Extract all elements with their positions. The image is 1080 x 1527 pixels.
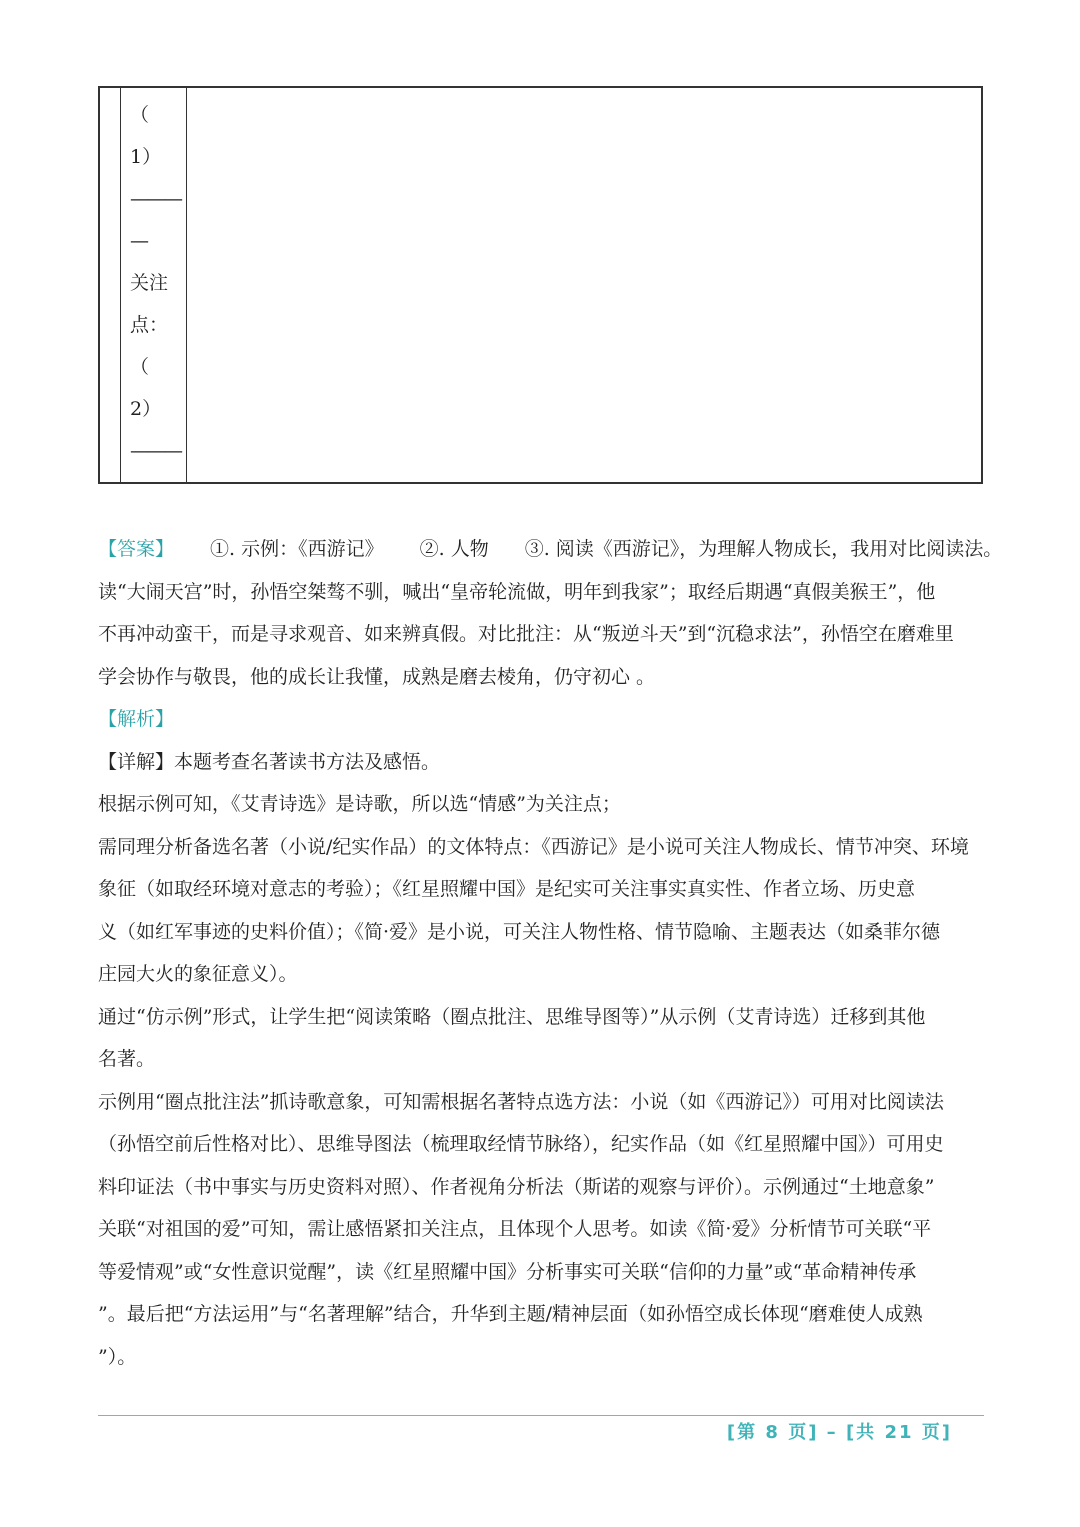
answer-line: 不再冲动蛮干，而是寻求观音、如来辨真假。对比批注：从“叛逆斗天”到“沉稳求法”，孙悟空在磨难里 [98,623,954,645]
analysis-line: ”。最后把“方法运用”与“名著理解”结合，升华到主题/精神层面（如孙悟空成长体现“磨难使人成熟 [98,1303,923,1325]
answer-item-2: ②. 人物 [419,538,489,560]
cell-line: 关注 [130,272,169,294]
analysis-line: 示例用“圈点批注法”抓诗歌意象，可知需根据名著特点选方法：小说（如《西游记》）可用对比阅读法 [98,1090,944,1113]
answer-tag: 【答案】 [98,538,175,560]
cell-line: 1） [130,146,162,168]
cell-line: ——— [130,440,181,462]
cell-line: 2） [130,398,162,420]
cell-line: （ [130,104,150,126]
analysis-line: 象征（如取经环境对意志的考验）；《红星照耀中国》是纪实可关注事实真实性、作者立场、历史意 [98,878,916,900]
analysis-tag: 【解析】 [98,708,175,730]
analysis-line: 通过“仿示例”形式，让学生把“阅读策略（圈点批注、思维导图等）”从示例（艾青诗选）迁移到其他 [98,1005,926,1028]
document-body [98,528,1003,1378]
analysis-line: 等爱情观”或“女性意识觉醒”，读《红星照耀中国》分析事实可关联“信仰的力量”或“革命精神传承 [98,1260,917,1283]
answer-table [98,86,983,484]
analysis-line: （孙悟空前后性格对比）、思维导图法（梳理取经情节脉络），纪实作品（如《红星照耀中国》）可用史 [98,1133,944,1155]
cell-line: 点： [130,314,169,336]
analysis-line: 庄园大火的象征意义）。 [98,963,298,985]
page-number: [第 8 页] – [共 21 页] [726,1422,952,1443]
footer-divider [98,1415,984,1416]
cell-line: — [130,230,147,252]
table-divider-2 [186,88,187,482]
answer-line: 学会协作与敬畏，他的成长让我懂，成熟是磨去棱角，仍守初心 。 [98,665,656,688]
analysis-line: 义（如红军事迹的史料价值）；《简·爱》是小说，可关注人物性格、情节隐喻、主题表达（如桑菲尔德 [98,920,941,943]
answer-line: 读“大闹天宫”时，孙悟空桀骜不驯，喊出“皇帝轮流做，明年到我家”；取经后期遇“真假美猴王”，他 [98,580,936,603]
answer-header-line [98,528,1003,571]
cell-line: ——— [130,188,181,210]
analysis-line: 料印证法（书中事实与历史资料对照）、作者视角分析法（斯诺的观察与评价）。示例通过“土地意象” [98,1175,935,1198]
analysis-line: 关联“对祖国的爱”可知，需让感悟紧扣关注点，且体现个人思考。如读《简·爱》分析情节可关联“平 [98,1218,932,1240]
answer-item-1: ①. 示例：《西游记》 [210,538,384,560]
table-divider-1 [120,88,121,482]
cell-line: （ [130,356,150,378]
table-left-cell [130,94,182,472]
analysis-line: 【详解】本题考查名著读书方法及感悟。 [98,750,441,773]
analysis-line: 需同理分析备选名著（小说/纪实作品）的文体特点：《西游记》是小说可关注人物成长、情节冲突、环境 [98,835,969,858]
analysis-line: 名著。 [98,1048,156,1070]
answer-item-3: ③. 阅读《西游记》，为理解人物成长，我用对比阅读法。 [524,538,1003,560]
analysis-line: 根据示例可知，《艾青诗选》是诗歌，所以选“情感”为关注点； [98,793,621,815]
analysis-line: ”）。 [98,1345,137,1368]
